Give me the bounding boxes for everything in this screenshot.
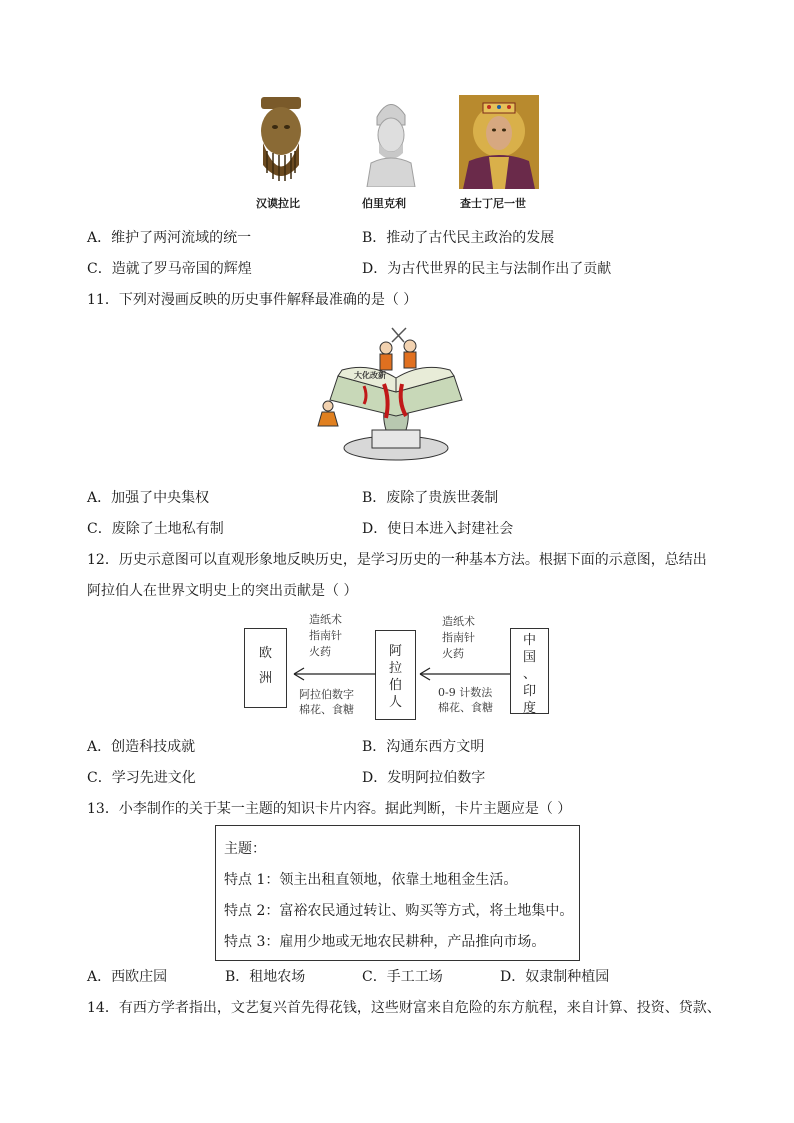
q12-option-a[interactable]: A．创造科技成就 xyxy=(87,739,196,755)
arrow1-top-2: 指南针 xyxy=(309,629,342,642)
europe-char-1: 欧 xyxy=(258,646,272,661)
q13-stem: 13．小李制作的关于某一主题的知识卡片内容。据此判断，卡片主题应是（ ） xyxy=(87,801,572,817)
portrait-caption-3: 查士丁尼一世 xyxy=(460,197,526,210)
q13-option-a[interactable]: A．西欧庄园 xyxy=(87,969,168,985)
q12-stem-line-2: 阿拉伯人在世界文明史上的突出贡献是（ ） xyxy=(87,583,358,599)
arrow2-top-1: 造纸术 xyxy=(442,615,475,628)
taika-reform-cartoon xyxy=(314,322,478,464)
q12-option-b[interactable]: B．沟通东西方文明 xyxy=(362,739,485,755)
q10-option-a[interactable]: A．维护了两河流域的统一 xyxy=(87,230,252,246)
arrow2-top-2: 指南针 xyxy=(442,631,475,644)
china-india-char-4: 印 xyxy=(522,684,536,699)
china-india-char-2: 国 xyxy=(522,650,536,665)
knowledge-card xyxy=(215,825,580,961)
arrow1-bottom-1: 阿拉伯数字 xyxy=(299,688,354,701)
card-point-2: 特点 2：富裕农民通过转让、购买等方式，将土地集中。 xyxy=(224,903,574,919)
card-title: 主题： xyxy=(224,841,266,857)
china-india-char-5: 度 xyxy=(522,701,536,716)
china-india-char-3: 、 xyxy=(522,667,536,682)
q10-option-c[interactable]: C．造就了罗马帝国的辉煌 xyxy=(87,261,252,277)
q13-option-d[interactable]: D．奴隶制种植园 xyxy=(500,969,610,985)
arabs-char-2: 拉 xyxy=(388,661,402,676)
q10-option-d[interactable]: D．为古代世界的民主与法制作出了贡献 xyxy=(362,261,612,277)
arrow1-top-3: 火药 xyxy=(309,645,331,658)
q11-option-b[interactable]: B．废除了贵族世袭制 xyxy=(362,490,499,506)
arabs-char-1: 阿 xyxy=(388,644,402,659)
q10-option-b[interactable]: B．推动了古代民主政治的发展 xyxy=(362,230,555,246)
q11-option-a[interactable]: A．加强了中央集权 xyxy=(87,490,210,506)
china-india-box xyxy=(510,628,549,714)
arabs-char-4: 人 xyxy=(388,695,402,710)
q11-option-c[interactable]: C．废除了土地私有制 xyxy=(87,521,224,537)
q12-stem-line-1: 12．历史示意图可以直观形象地反映历史，是学习历史的一种基本方法。根据下面的示意图，总结出 xyxy=(87,552,707,568)
arrow1-bottom-2: 棉花、食糖 xyxy=(299,703,354,716)
europe-char-2: 洲 xyxy=(258,671,272,686)
arabs-char-3: 伯 xyxy=(388,678,402,693)
q12-option-d[interactable]: D．发明阿拉伯数字 xyxy=(362,770,486,786)
pericles-picture xyxy=(361,95,419,187)
arrow1-top-1: 造纸术 xyxy=(309,613,342,626)
china-india-char-1: 中 xyxy=(522,633,536,648)
portrait-caption-1: 汉谟拉比 xyxy=(256,197,300,210)
q13-option-c[interactable]: C．手工工场 xyxy=(362,969,443,985)
cartoon-book-text: 大化改新 xyxy=(354,370,386,380)
q14-stem: 14．有西方学者指出，文艺复兴首先得花钱，这些财富来自危险的东方航程，来自计算、投资、贷款、 xyxy=(87,1000,721,1016)
europe-box xyxy=(244,628,287,708)
arrow2-bottom-2: 棉花、食糖 xyxy=(438,701,493,714)
arrow2-top-3: 火药 xyxy=(442,647,464,660)
portrait-caption-2: 伯里克利 xyxy=(362,197,406,210)
arrow2-bottom-1: 0-9 计数法 xyxy=(438,686,493,699)
card-point-3: 特点 3：雇用少地或无地农民耕种，产品推向市场。 xyxy=(224,934,546,950)
diagram-arrows xyxy=(284,664,514,684)
hammurabi-picture xyxy=(253,95,309,187)
q12-option-c[interactable]: C．学习先进文化 xyxy=(87,770,196,786)
q11-stem: 11．下列对漫画反映的历史事件解释最准确的是（ ） xyxy=(87,292,418,308)
justinian-picture xyxy=(459,95,539,189)
card-point-1: 特点 1：领主出租直领地，依靠土地租金生活。 xyxy=(224,872,518,888)
q11-option-d[interactable]: D．使日本进入封建社会 xyxy=(362,521,514,537)
q13-option-b[interactable]: B．租地农场 xyxy=(225,969,306,985)
